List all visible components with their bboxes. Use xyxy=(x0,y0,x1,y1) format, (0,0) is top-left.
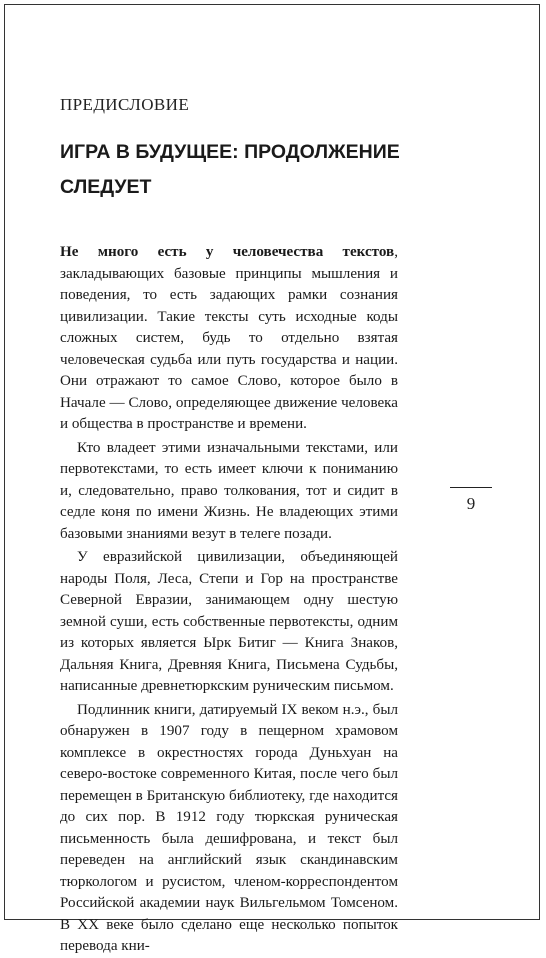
book-page xyxy=(4,4,540,954)
paragraph-4: Подлинник книги, датируемый IX веком н.э., был обнаружен в 1907 году в пещерном храмовом комплексе в окрестностях города Дуньхуан на северо-востоке современного Китая, после чего был перемещен в Британскую библиотеку, где находится до сих пор. В 1912 году тюркская руническая письменность была дешифрована, и текст был переведен на английский язык скандинавским тюркологом и русистом, членом-корреспондентом Российской академии наук Вильгельмом Томсеном. В XX веке было сделано еще несколько попыток перевода кни- xyxy=(60,701,398,954)
page-number: 9 xyxy=(466,494,476,513)
paragraph-2: Кто владеет этими изначальными текстами, или первотекстами, то есть имеет ключи к пониманию и, следовательно, право толкования, тот и сидит в седле коня по имени Жизнь. Не владеющих этими базовыми знаниями везут в телеге позади. xyxy=(60,439,398,542)
paragraph-1-lead: Не много есть у человечества текстов xyxy=(60,244,395,260)
paragraph-3: У евразийской цивилизации, объединяющей народы Поля, Леса, Степи и Гор на пространстве Северной Евразии, занимающем одну шестую земной суши, есть собственные первотексты, одним из которых является Ырк Битиг — Книга Знаков, Дальняя Книга, Древняя Книга, Письмена Судьбы, написанные древнетюркским руническим письмом. xyxy=(60,549,398,694)
chapter-title: ИГРА В БУДУЩЕЕ: ПРОДОЛЖЕНИЕ СЛЕДУЕТ xyxy=(60,141,400,198)
page-number-rule xyxy=(450,487,492,488)
body-text xyxy=(60,242,398,958)
paragraph-1 xyxy=(60,242,398,436)
paragraph-1-rest: , закладывающих базовые принципы мышления и поведения, то есть задающих рамки сознания цивилизации. Такие тексты суть исходные коды сложных систем, будь то отдельно взятая человеческая судьба или путь государства и нации. Они отражают то самое Слово, которое было в Начале — Слово, определяющее движение человека и общества в пространстве и времени. xyxy=(60,244,398,432)
section-label: ПРЕДИСЛОВИЕ xyxy=(60,95,190,114)
